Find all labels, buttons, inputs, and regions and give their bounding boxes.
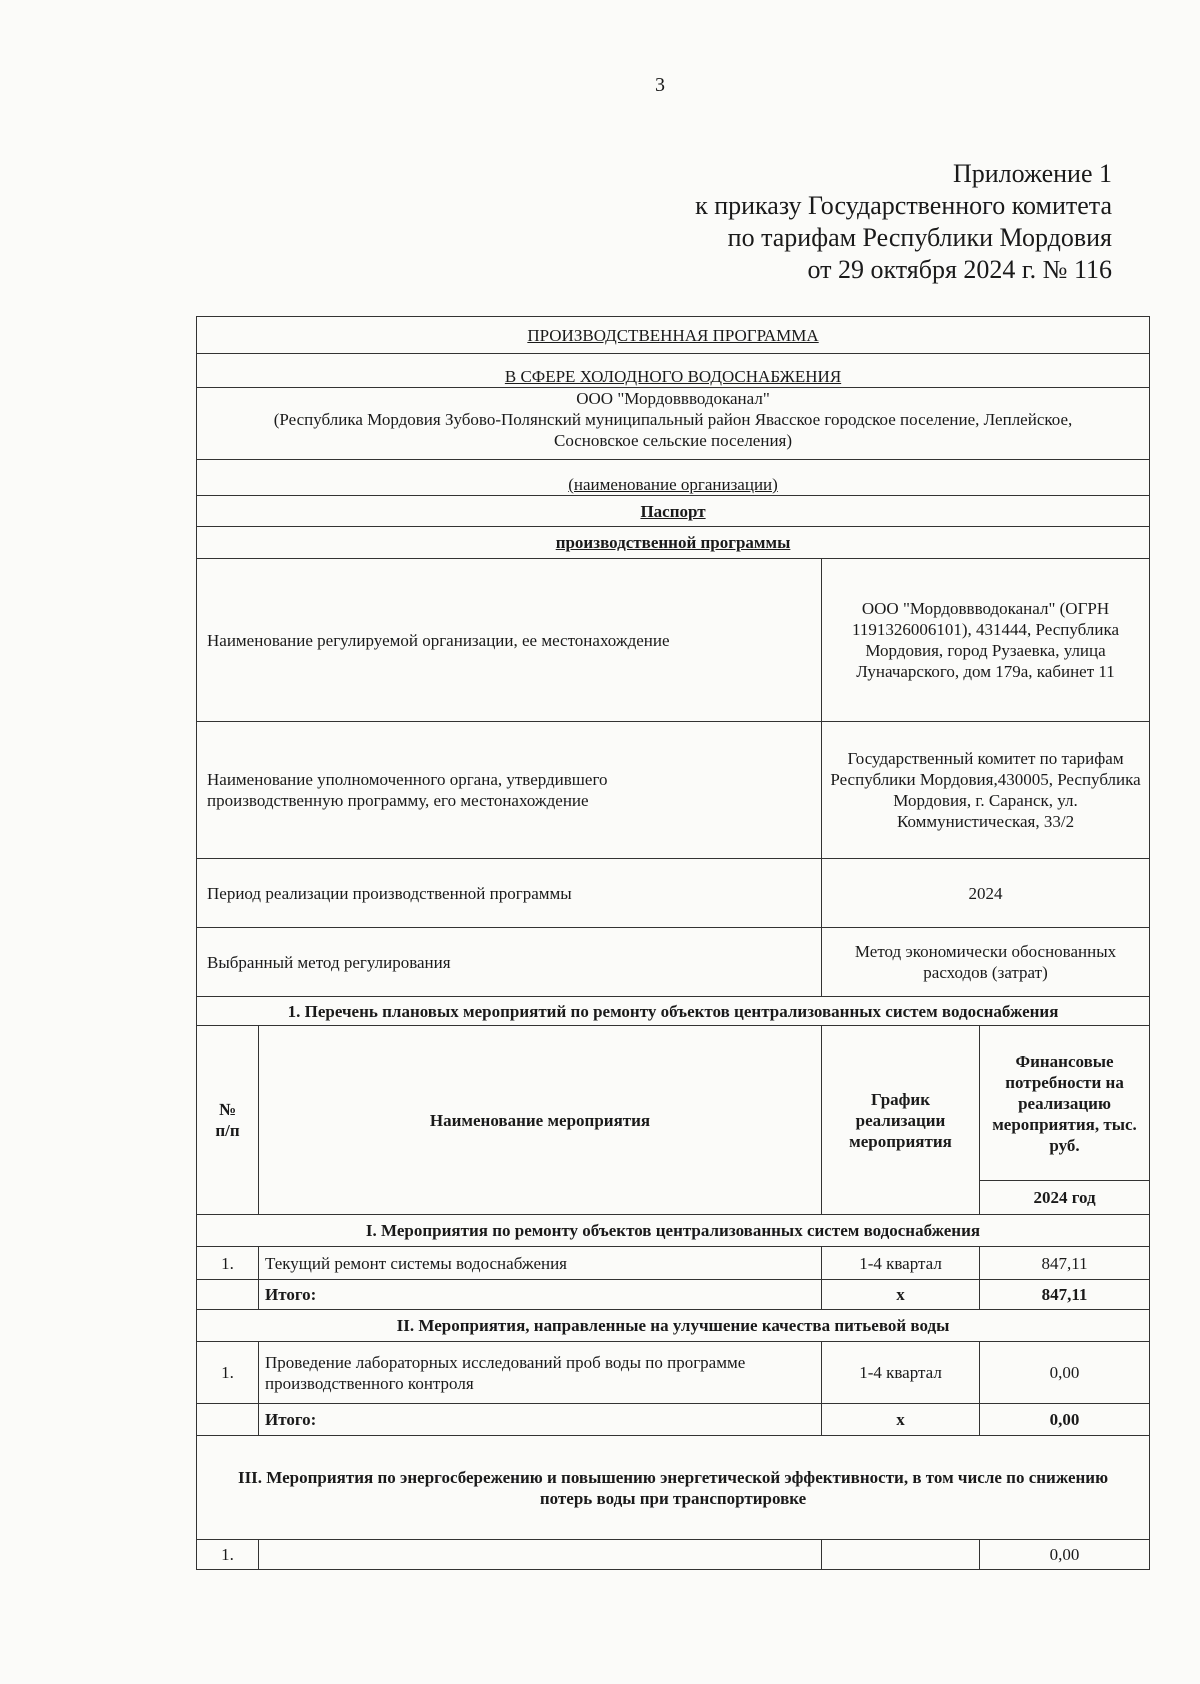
passport-value: Государственный комитет по тарифам Республики Мордовия,430005, Республика Мордовия, г. Саранск, ул. Коммунистическая, 33/2 <box>822 722 1150 859</box>
row-name: Текущий ремонт системы водоснабжения <box>259 1247 822 1280</box>
column-header-finance: Финансовые потребности на реализацию мероприятия, тыс. руб. <box>980 1026 1150 1181</box>
row-schedule: 1-4 квартал <box>822 1342 980 1404</box>
appendix-line: по тарифам Республики Мордовия <box>727 223 1112 252</box>
passport-subtitle: производственной программы <box>197 527 1150 559</box>
section-title: 1. Перечень плановых мероприятий по ремонту объектов централизованных систем водоснабжения <box>197 997 1150 1026</box>
group-title: III. Мероприятия по энергосбережению и повышению энергетической эффективности, в том числе по снижению потерь воды при транспортировке <box>197 1436 1150 1540</box>
passport-label: Период реализации производственной программы <box>197 859 822 928</box>
total-label: Итого: <box>259 1404 822 1436</box>
row-name <box>259 1540 822 1570</box>
appendix-line: Приложение 1 <box>952 159 1112 188</box>
column-header-name: Наименование мероприятия <box>259 1026 822 1215</box>
organization-block <box>197 388 1150 460</box>
group-title: I. Мероприятия по ремонту объектов централизованных систем водоснабжения <box>197 1215 1150 1247</box>
production-program-table <box>196 316 1150 1570</box>
row-number: 1. <box>197 1342 259 1404</box>
total-schedule: х <box>822 1280 980 1310</box>
passport-value: 2024 <box>822 859 1150 928</box>
program-sphere: В СФЕРЕ ХОЛОДНОГО ВОДОСНАБЖЕНИЯ <box>197 354 1150 388</box>
appendix-block <box>695 158 1112 286</box>
passport-label: Наименование уполномоченного органа, утвердившего производственную программу, его местонахождение <box>197 722 822 859</box>
page-number: 3 <box>655 74 665 96</box>
table-row <box>197 1342 1150 1404</box>
row-schedule: 1-4 квартал <box>822 1247 980 1280</box>
program-title: ПРОИЗВОДСТВЕННАЯ ПРОГРАММА <box>197 317 1150 354</box>
row-number: 1. <box>197 1247 259 1280</box>
organization-name: ООО "Мордоввводоканал" <box>576 389 770 408</box>
total-label: Итого: <box>259 1280 822 1310</box>
column-header-number: № п/п <box>197 1026 259 1215</box>
group-title: II. Мероприятия, направленные на улучшение качества питьевой воды <box>197 1310 1150 1342</box>
organization-area: (Республика Мордовия Зубово-Полянский муниципальный район Явасское городское поселение, Леплейское, Сосновское сельские поселения) <box>273 410 1073 450</box>
row-amount: 0,00 <box>980 1342 1150 1404</box>
column-header-year: 2024 год <box>980 1181 1150 1215</box>
table-row <box>197 1540 1150 1570</box>
total-amount: 0,00 <box>980 1404 1150 1436</box>
passport-label: Наименование регулируемой организации, ее местонахождение <box>197 559 822 722</box>
table-row <box>197 1247 1150 1280</box>
appendix-line: к приказу Государственного комитета <box>695 191 1112 220</box>
total-schedule: х <box>822 1404 980 1436</box>
passport-label: Выбранный метод регулирования <box>197 928 822 997</box>
total-row <box>197 1280 1150 1310</box>
passport-title: Паспорт <box>197 496 1150 527</box>
total-amount: 847,11 <box>980 1280 1150 1310</box>
passport-value: Метод экономически обоснованных расходов (затрат) <box>822 928 1150 997</box>
row-schedule <box>822 1540 980 1570</box>
row-name: Проведение лабораторных исследований проб воды по программе производственного контроля <box>259 1342 822 1404</box>
passport-value: ООО "Мордоввводоканал" (ОГРН 1191326006101), 431444, Республика Мордовия, город Рузаевка, улица Луначарского, дом 179а, кабинет 11 <box>822 559 1150 722</box>
row-amount: 847,11 <box>980 1247 1150 1280</box>
row-amount: 0,00 <box>980 1540 1150 1570</box>
total-row <box>197 1404 1150 1436</box>
appendix-line: от 29 октября 2024 г. № 116 <box>807 255 1112 284</box>
organization-caption: (наименование организации) <box>197 460 1150 496</box>
row-number: 1. <box>197 1540 259 1570</box>
column-header-schedule: График реализации мероприятия <box>822 1026 980 1215</box>
